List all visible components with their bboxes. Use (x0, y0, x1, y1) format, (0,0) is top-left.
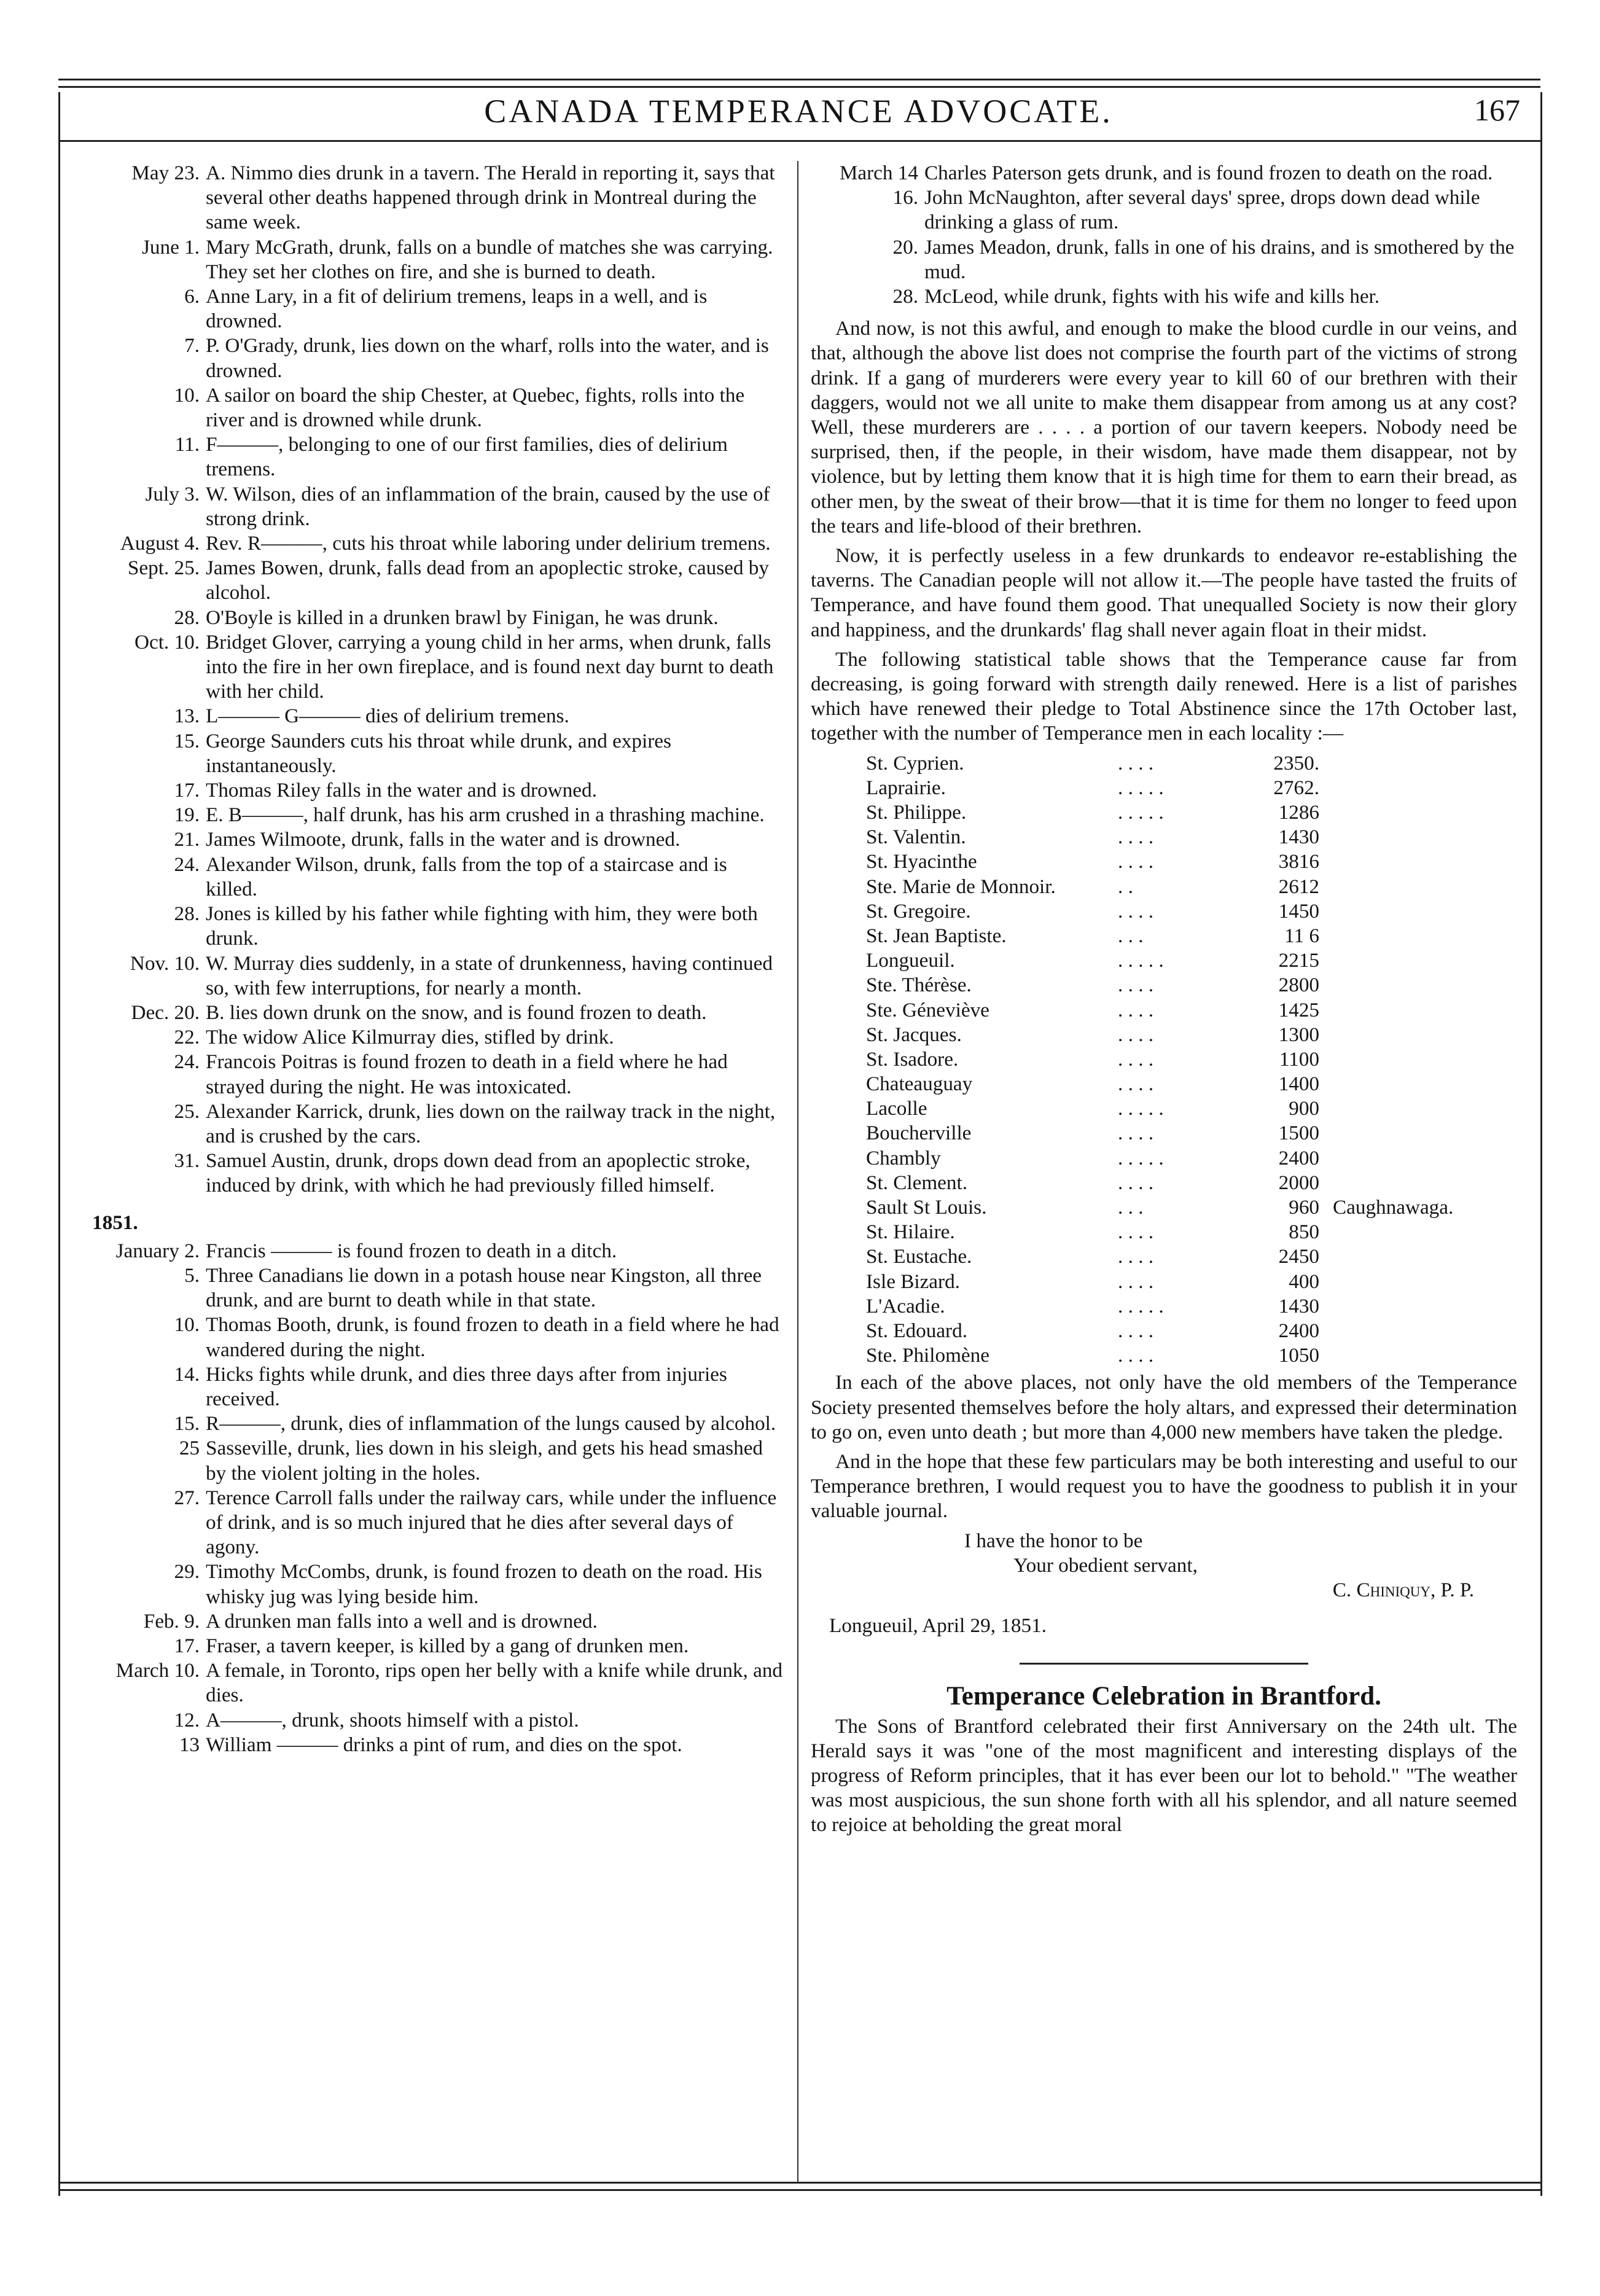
leader-dots: . . . . . (1118, 776, 1164, 799)
chronicle-entry (92, 606, 783, 630)
parish-count: 1430 (1278, 1294, 1319, 1318)
signature-block (811, 1529, 1517, 1639)
bottom-rule (58, 2182, 1540, 2184)
parish-name: St. Eustache. (866, 1245, 972, 1268)
chronicle-entry (92, 853, 783, 902)
entry-date: 22. (174, 1026, 200, 1049)
chronicle-entry (811, 284, 1517, 309)
parish-note: Caughnawaga. (1333, 1196, 1454, 1219)
parish-row (866, 800, 1517, 825)
header-rule (58, 140, 1540, 142)
leader-dots: . . . . (1118, 974, 1154, 997)
entry-text: L——— G——— dies of delirium tremens. (206, 705, 569, 728)
right-column (811, 161, 1517, 1843)
parish-row (866, 948, 1517, 973)
chronicle-entry (92, 1708, 783, 1733)
parish-name: Isle Bizard. (866, 1270, 960, 1293)
entry-text: James Wilmoote, drunk, falls in the water and is drowned. (206, 828, 681, 851)
entry-date: 25. (174, 1099, 200, 1123)
entry-text: Jones is killed by his father while fighting with him, they were both drunk. (206, 902, 758, 950)
entry-text: Anne Lary, in a fit of delirium tremens, leaps in a well, and is drowned. (206, 285, 708, 333)
entry-text: P. O'Grady, drunk, lies down on the wharf, rolls into the water, and is drowned. (206, 334, 769, 382)
signature-place-date: Longueuil, April 29, 1851. (829, 1614, 1047, 1638)
parish-name: St. Cyprien. (866, 751, 964, 775)
chronicle-entry (92, 1362, 783, 1412)
chronicle-entry (92, 803, 783, 827)
parish-name: Lacolle (866, 1097, 927, 1120)
chronicle-entry (92, 1313, 783, 1362)
signature-line: I have the honor to be (964, 1529, 1143, 1552)
parish-count: 2450 (1278, 1245, 1319, 1268)
entry-text: F———, belonging to one of our first families, dies of delirium tremens. (206, 433, 728, 481)
parish-row (866, 973, 1517, 998)
entry-date: 13 (179, 1733, 200, 1756)
parish-count: 400 (1289, 1270, 1319, 1293)
parish-name: L'Acadie. (866, 1294, 945, 1318)
entry-date: 14. (174, 1362, 200, 1386)
parish-row (866, 1072, 1517, 1096)
entry-text: R———, drunk, dies of inflammation of the lungs caused by alcohol. (206, 1412, 776, 1435)
entry-date: 28. (892, 285, 918, 308)
entry-date: June 1. (141, 235, 200, 259)
chronicle-entry (811, 161, 1517, 185)
entry-date: Feb. 9. (143, 1609, 200, 1633)
parish-name: Laprairie. (866, 776, 946, 799)
parish-name: St. Gregoire. (866, 899, 971, 923)
entry-date: 29. (174, 1560, 200, 1583)
leader-dots: . . . . (1118, 998, 1154, 1021)
entry-text: A. Nimmo dies drunk in a tavern. The Herald in reporting it, says that several other deaths happened through drink in Montreal during the same week. (206, 162, 775, 234)
entry-date: 17. (174, 779, 200, 802)
death-list-continued (811, 161, 1517, 309)
chronicle-entry (92, 531, 783, 556)
leader-dots: . . . . (1118, 1319, 1154, 1342)
entry-date: Sept. 25. (127, 556, 200, 580)
entry-text: Thomas Booth, drunk, is found frozen to death in a field where he had wandered during the night. (206, 1313, 779, 1361)
parish-name: Ste. Marie de Monnoir. (866, 875, 1056, 898)
chronicle-entry (92, 1050, 783, 1099)
chronicle-entry (92, 482, 783, 531)
parish-count: 2762. (1273, 776, 1319, 799)
entry-date: 27. (174, 1486, 200, 1509)
parish-name: St. Jean Baptiste. (866, 924, 1007, 947)
leader-dots: . . . . (1118, 1122, 1154, 1145)
parish-name: Ste. Philomène (866, 1344, 989, 1367)
chronicle-entry (92, 951, 783, 1001)
parish-count: 900 (1289, 1097, 1319, 1120)
leader-dots: . . . . (1118, 899, 1154, 923)
entry-date: 11. (174, 433, 200, 456)
entry-date: 24. (174, 853, 200, 876)
chronicle-entry (92, 432, 783, 482)
death-list-1850 (92, 161, 783, 1198)
chronicle-entry (92, 235, 783, 284)
chronicle-entry (92, 1560, 783, 1609)
chronicle-entry (92, 383, 783, 432)
entry-text: John McNaughton, after several days' spree, drops down dead while drinking a glass of rum. (924, 186, 1480, 234)
entry-text: Hicks fights while drunk, and dies three days after from injuries received. (206, 1362, 727, 1410)
entry-date: 31. (174, 1149, 200, 1173)
chronicle-entry (92, 1634, 783, 1658)
parish-row (866, 776, 1517, 800)
paragraph-request: And in the hope that these few particulars may be both interesting and useful to our Temperance brethren, I would request you to have the goodness to publish it in your valuable journal. (811, 1450, 1517, 1523)
chronicle-entry (92, 902, 783, 951)
chronicle-entry (92, 1436, 783, 1485)
entry-date: August 4. (120, 532, 200, 555)
entry-text: Mary McGrath, drunk, falls on a bundle of matches she was carrying. They set her clothes on fire, and she is burned to death. (206, 235, 773, 283)
leader-dots: . . . . (1118, 1047, 1154, 1071)
entry-text: O'Boyle is killed in a drunken brawl by Finigan, he was drunk. (206, 606, 719, 629)
parish-name: Ste. Thérèse. (866, 974, 972, 997)
parish-name: Longueuil. (866, 949, 955, 972)
entry-date: 28. (174, 606, 200, 629)
parish-row (866, 1244, 1517, 1269)
entry-text: E. B———, half drunk, has his arm crushed in a thrashing machine. (206, 803, 765, 827)
entry-date: May 23. (131, 162, 200, 184)
parish-row (866, 825, 1517, 849)
parish-name: St. Clement. (866, 1171, 968, 1194)
parish-count: 2350. (1273, 751, 1319, 775)
parish-name: St. Edouard. (866, 1319, 967, 1342)
entry-date: 5. (184, 1263, 200, 1287)
entry-date: 10. (174, 1313, 200, 1337)
entry-text: B. lies down drunk on the snow, and is found frozen to death. (206, 1001, 707, 1024)
entry-date: 13. (174, 705, 200, 728)
page-title: CANADA TEMPERANCE ADVOCATE. (484, 93, 1113, 130)
parish-row (866, 1270, 1517, 1294)
leader-dots: . . . . (1118, 1171, 1154, 1194)
entry-text: George Saunders cuts his throat while drunk, and expires instantaneously. (206, 729, 671, 777)
entry-text: McLeod, while drunk, fights with his wife and kills her. (924, 285, 1380, 308)
leader-dots: . . . . . (1118, 1294, 1164, 1318)
parish-count: 1500 (1278, 1122, 1319, 1145)
parish-name: Ste. Géneviève (866, 998, 989, 1021)
leader-dots: . . . . (1118, 751, 1154, 775)
parish-name: Sault St Louis. (866, 1196, 987, 1219)
leader-dots: . . . (1118, 924, 1144, 947)
parish-name: St. Isadore. (866, 1047, 959, 1071)
chronicle-entry (92, 1263, 783, 1313)
signature-line: Your obedient servant, (1013, 1553, 1198, 1577)
parish-name: Chateauguay (866, 1072, 973, 1096)
parish-row (866, 998, 1517, 1023)
parish-count: 2800 (1278, 974, 1319, 997)
parish-name: Boucherville (866, 1122, 972, 1145)
entry-text: James Bowen, drunk, falls dead from an apoplectic stroke, caused by alcohol. (206, 556, 769, 604)
entry-date: 20. (892, 235, 918, 259)
parish-row (866, 899, 1517, 924)
parish-row (866, 1343, 1517, 1368)
parish-name: St. Hilaire. (866, 1220, 955, 1244)
parish-count: 1430 (1278, 826, 1319, 849)
chronicle-entry (92, 334, 783, 383)
chronicle-entry (811, 235, 1517, 284)
top-rule-inner (58, 86, 1540, 88)
entry-text: William ——— drinks a pint of rum, and dies on the spot. (206, 1733, 682, 1756)
entry-date: 7. (184, 334, 200, 357)
page-header (58, 92, 1539, 135)
entry-date: 24. (174, 1050, 200, 1074)
entry-text: Terence Carroll falls under the railway cars, while under the influence of drink, and is so much injured that he dies after several days of agony. (206, 1486, 777, 1559)
leader-dots: . . . (1118, 1196, 1144, 1219)
entry-date: Dec. 20. (131, 1001, 200, 1024)
parish-row (866, 1195, 1517, 1220)
entry-text: Sasseville, drunk, lies down in his sleigh, and gets his head smashed by the violent jolting in the holes. (206, 1437, 763, 1485)
leader-dots: . . . . (1118, 850, 1154, 873)
column-divider (797, 161, 798, 2182)
entry-date: Nov. 10. (130, 951, 200, 975)
entry-text: James Meadon, drunk, falls in one of his drains, and is smothered by the mud. (924, 235, 1515, 283)
parish-count: 11 6 (1284, 924, 1319, 947)
death-list-1851 (92, 1239, 783, 1757)
signature-name: C. Chiniquy, P. P. (1332, 1578, 1474, 1601)
parish-name: St. Valentin. (866, 826, 966, 849)
parish-row (866, 1294, 1517, 1319)
section-rule (1020, 1663, 1308, 1665)
entry-date: March 14 (839, 162, 918, 184)
entry-text: W. Murray dies suddenly, in a state of drunkenness, having continued so, with few interruptions, for nearly a month. (206, 951, 773, 999)
chronicle-entry (811, 185, 1517, 235)
leader-dots: . . . . (1118, 1270, 1154, 1293)
left-column (92, 161, 783, 1757)
bottom-rule-inner (58, 2189, 1540, 2191)
entry-text: Alexander Wilson, drunk, falls from the top of a staircase and is killed. (206, 853, 727, 900)
parish-row (866, 1319, 1517, 1343)
entry-text: A———, drunk, shoots himself with a pistol. (206, 1708, 579, 1732)
parish-count: 850 (1289, 1220, 1319, 1244)
chronicle-entry (92, 827, 783, 852)
leader-dots: . . . . . (1118, 1097, 1164, 1120)
parish-table (866, 751, 1517, 1369)
parish-name: St. Jacques. (866, 1023, 962, 1046)
entry-text: Charles Paterson gets drunk, and is found frozen to death on the road. (924, 162, 1493, 184)
entry-text: A sailor on board the ship Chester, at Quebec, fights, rolls into the river and is drowned while drunk. (206, 383, 745, 432)
leader-dots: . . . . (1118, 826, 1154, 849)
chronicle-entry (92, 1658, 783, 1708)
entry-date: July 3. (145, 482, 200, 506)
parish-row (866, 924, 1517, 948)
parish-row (866, 849, 1517, 874)
parish-count: 2000 (1278, 1171, 1319, 1194)
parish-count: 2400 (1278, 1146, 1319, 1169)
parish-count: 1450 (1278, 899, 1319, 923)
paragraph-taverns: Now, it is perfectly useless in a few drunkards to endeavor re-establishing the taverns. The Canadian people will not allow it.—The people have tasted the fruits of Temperance, and have found them good. That unequalled Society is now their glory and happiness, and the drunkards' flag shall never again float in their midst. (811, 544, 1517, 641)
entry-date: 25 (179, 1437, 200, 1460)
parish-row (866, 1146, 1517, 1171)
parish-name: St. Philippe. (866, 801, 967, 824)
parish-count: 960 (1289, 1196, 1319, 1219)
chronicle-entry (92, 778, 783, 803)
chronicle-entry (92, 556, 783, 605)
parish-row (866, 875, 1517, 899)
entry-text: A drunken man falls into a well and is drowned. (206, 1609, 598, 1633)
parish-count: 3816 (1278, 850, 1319, 873)
entry-date: 10. (174, 383, 200, 407)
article-heading: Temperance Celebration in Brantford. (946, 1682, 1381, 1711)
parish-row (866, 751, 1517, 776)
leader-dots: . . . . . (1118, 949, 1164, 972)
chronicle-entry (92, 704, 783, 728)
entry-text: The widow Alice Kilmurray dies, stifled by drink. (206, 1026, 614, 1049)
chronicle-entry (92, 1412, 783, 1436)
entry-date: 19. (174, 803, 200, 827)
parish-count: 2612 (1278, 875, 1319, 898)
parish-count: 1425 (1278, 998, 1319, 1021)
entry-text: W. Wilson, dies of an inflammation of the brain, caused by the use of strong drink. (206, 482, 770, 530)
parish-count: 2215 (1278, 949, 1319, 972)
chronicle-entry (92, 1099, 783, 1149)
chronicle-entry (92, 284, 783, 334)
paragraph-members: In each of the above places, not only have the old members of the Temperance Society presented themselves before the holy altars, and expressed their determination to go on, even unto death ; but more than 4,000 new members have taken the pledge. (811, 1371, 1517, 1443)
chronicle-entry (92, 1025, 783, 1050)
entry-text: Thomas Riley falls in the water and is drowned. (206, 779, 597, 802)
parish-count: 1400 (1278, 1072, 1319, 1096)
chronicle-entry (92, 1733, 783, 1757)
parish-row (866, 1023, 1517, 1047)
parish-row (866, 1047, 1517, 1072)
parish-row (866, 1220, 1517, 1244)
entry-text: Samuel Austin, drunk, drops down dead from an apoplectic stroke, induced by drink, with which he had previously filled himself. (206, 1149, 751, 1197)
entry-date: 15. (174, 1412, 200, 1435)
chronicle-entry (92, 1609, 783, 1634)
parish-row (866, 1171, 1517, 1195)
entry-text: Bridget Glover, carrying a young child in her arms, when drunk, falls into the fire in her own fireplace, and is found next day burnt to death with her child. (206, 630, 774, 703)
parish-count: 2400 (1278, 1319, 1319, 1342)
chronicle-entry (92, 1486, 783, 1560)
entry-date: 28. (174, 902, 200, 926)
leader-dots: . . . . . (1118, 801, 1164, 824)
leader-dots: . . (1118, 875, 1133, 898)
parish-count: 1286 (1278, 801, 1319, 824)
entry-text: Timothy McCombs, drunk, is found frozen to death on the road. His whisky jug was lying beside him. (206, 1560, 762, 1608)
leader-dots: . . . . . (1118, 1146, 1164, 1169)
year-heading: 1851. (92, 1211, 138, 1234)
leader-dots: . . . . (1118, 1220, 1154, 1244)
leader-dots: . . . . (1118, 1072, 1154, 1096)
paragraph-awful: And now, is not this awful, and enough to make the blood curdle in our veins, and that, although the above list does not comprise the fourth part of the victims of strong drink. If a gang of murderers were every year to kill 60 of our brethren with their daggers, would not we all unite to make them disappear from among us at any cost? Well, these murderers are . . . . a portion of our tavern keepers. Nobody need be surprised, then, if the people, in their wisdom, have made them disappear, not by violence, but by letting them know that it is high time for them to earn their bread, as other men, by the sweat of their brow—that it is time for them no longer to feed upon the tears and life-blood of their brethren. (811, 317, 1517, 537)
entry-date: Oct. 10. (135, 630, 200, 654)
chronicle-entry (92, 1001, 783, 1025)
entry-date: January 2. (115, 1239, 200, 1262)
article-text: The Sons of Brantford celebrated their first Anniversary on the 24th ult. The Herald says it was "one of the most magnificent and interesting displays of the progress of Reform principles, that it has ever been our lot to behold." "The weather was most auspicious, the sun shone forth with all his splendor, and all nature seemed to rejoice at beholding the great moral (811, 1714, 1517, 1837)
chronicle-entry (92, 729, 783, 778)
page-number: 167 (1474, 93, 1520, 127)
parish-name: St. Hyacinthe (866, 850, 977, 873)
entry-date: 21. (174, 828, 200, 851)
parish-count: 1100 (1279, 1047, 1319, 1071)
parish-count: 1050 (1278, 1344, 1319, 1367)
chronicle-entry (92, 1239, 783, 1263)
paragraph-statistics: The following statistical table shows that the Temperance cause far from decreasing, is going forward with strength daily renewed. Here is a list of parishes which have renewed their pledge to Total Abstinence since the 17th October last, together with the number of Temperance men in each locality :— (811, 647, 1517, 745)
entry-text: Fraser, a tavern keeper, is killed by a gang of drunken men. (206, 1634, 689, 1657)
entry-date: 17. (174, 1634, 200, 1657)
parish-count: 1300 (1278, 1023, 1319, 1046)
entry-text: Alexander Karrick, drunk, lies down on the railway track in the night, and is crushed by the cars. (206, 1099, 776, 1147)
parish-name: Chambly (866, 1146, 941, 1169)
leader-dots: . . . . (1118, 1245, 1154, 1268)
chronicle-entry (92, 1149, 783, 1198)
chronicle-entry (92, 630, 783, 705)
entry-text: Francis ——— is found frozen to death in a ditch. (206, 1239, 617, 1262)
entry-text: A female, in Toronto, rips open her belly with a knife while drunk, and dies. (206, 1659, 783, 1707)
parish-row (866, 1096, 1517, 1121)
chronicle-entry (92, 161, 783, 235)
top-rule (58, 79, 1540, 80)
entry-text: Rev. R———, cuts his throat while laboring under delirium tremens. (206, 532, 771, 555)
entry-text: Francois Poitras is found frozen to death in a field where he had strayed during the night. He was intoxicated. (206, 1050, 728, 1098)
entry-date: 15. (174, 729, 200, 752)
entry-date: 16. (892, 186, 918, 209)
entry-text: Three Canadians lie down in a potash house near Kingston, all three drunk, and are burnt to death while in that state. (206, 1263, 762, 1312)
leader-dots: . . . . (1118, 1344, 1154, 1367)
entry-date: 6. (184, 285, 200, 308)
parish-row (866, 1121, 1517, 1146)
entry-date: March 10. (115, 1659, 200, 1682)
leader-dots: . . . . (1118, 1023, 1154, 1046)
entry-date: 12. (174, 1708, 200, 1732)
